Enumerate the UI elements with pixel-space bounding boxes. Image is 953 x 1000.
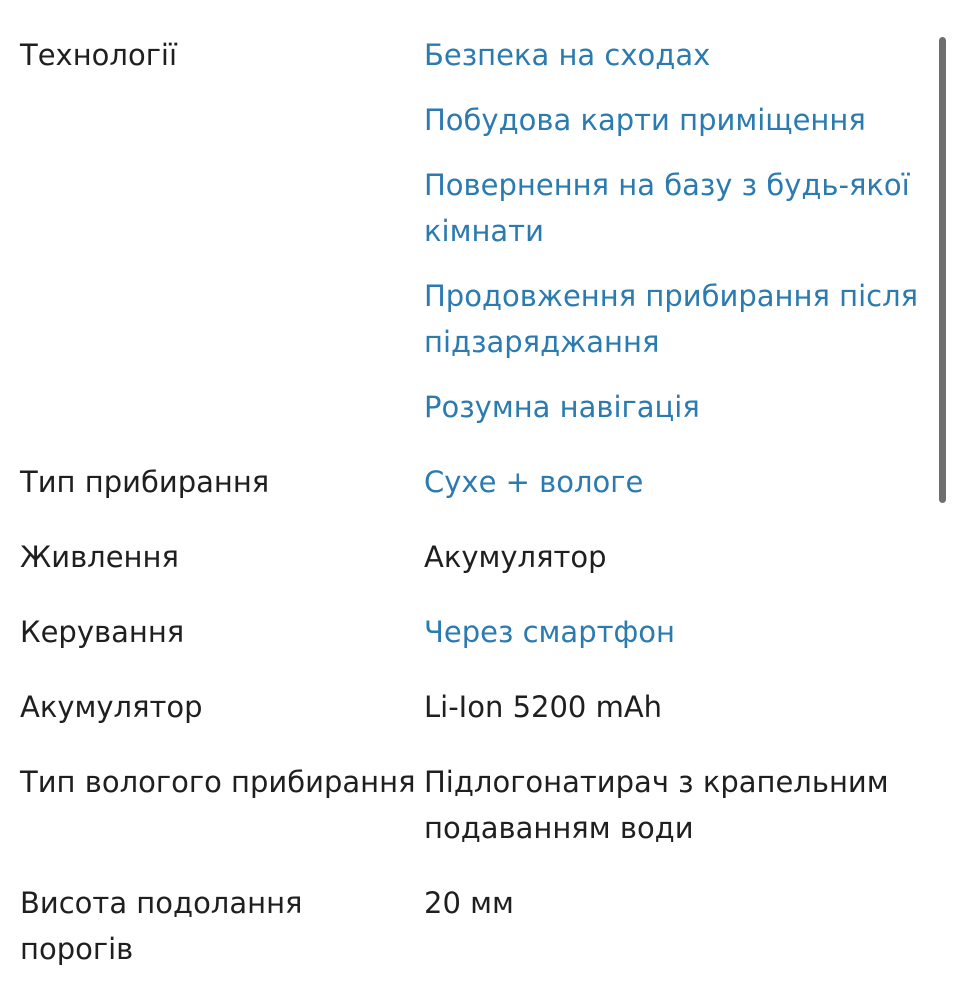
spec-label: Технології: [20, 38, 178, 72]
spec-label: Акумулятор: [20, 690, 203, 724]
spec-list: [20, 32, 935, 972]
spec-link-smartphone[interactable]: Через смартфон: [424, 615, 676, 649]
spec-values: [424, 880, 935, 926]
row-spacer: [20, 851, 935, 880]
spec-label: Тип вологого прибирання: [20, 765, 416, 799]
spec-value: Акумулятор: [424, 540, 607, 574]
spec-label: Керування: [20, 615, 185, 649]
row-spacer: [20, 580, 935, 609]
spec-value: Підлогонатирач з крапельним подаванням води: [424, 765, 889, 845]
vertical-scrollbar[interactable]: [939, 37, 946, 503]
row-spacer: [20, 430, 935, 459]
spec-row-threshold-height: [20, 880, 935, 972]
spec-values: [424, 684, 935, 730]
spec-link-stair-safety[interactable]: Безпека на сходах: [424, 38, 711, 72]
spec-values: [424, 534, 935, 580]
spec-link-room-mapping[interactable]: Побудова карти приміщення: [424, 103, 866, 137]
spec-row-technologies: [20, 32, 935, 430]
spec-link-resume-after-charge[interactable]: Продовження прибирання після підзаряджання: [424, 279, 919, 359]
spec-link-return-to-base[interactable]: Повернення на базу з будь-якої кімнати: [424, 168, 910, 248]
row-spacer: [20, 505, 935, 534]
row-spacer: [20, 730, 935, 759]
spec-link-smart-navigation[interactable]: Розумна навігація: [424, 390, 700, 424]
row-spacer: [20, 655, 935, 684]
spec-row-battery: [20, 684, 935, 730]
spec-label: Висота подолання порогів: [20, 886, 303, 966]
spec-values: [424, 759, 935, 851]
spec-row-wet-cleaning-type: [20, 759, 935, 851]
spec-values: [424, 459, 935, 505]
spec-values: [424, 609, 935, 655]
spec-row-cleaning-type: [20, 459, 935, 505]
spec-value: 20 мм: [424, 886, 514, 920]
spec-link-dry-wet[interactable]: Сухе + вологе: [424, 465, 644, 499]
spec-values: [424, 32, 935, 430]
spec-row-power: [20, 534, 935, 580]
spec-row-control: [20, 609, 935, 655]
spec-value: Li-Ion 5200 mAh: [424, 690, 663, 724]
spec-label: Тип прибирання: [20, 465, 270, 499]
spec-label: Живлення: [20, 540, 179, 574]
